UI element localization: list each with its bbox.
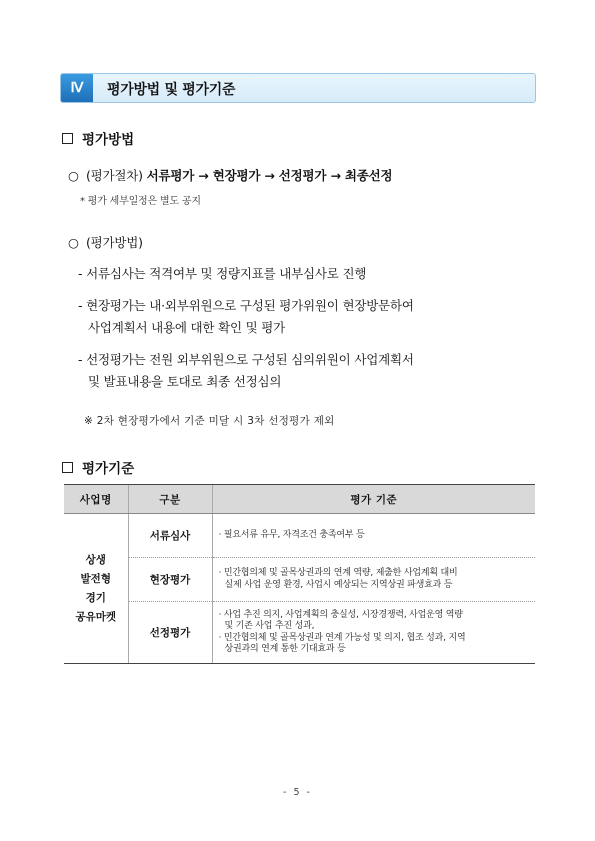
method-label-line	[68, 233, 143, 251]
method-item: - 선정평가는 전원 외부위원으로 구성된 심의위원이 사업계획서	[78, 352, 414, 367]
procedure-line	[68, 166, 392, 184]
table-row	[64, 602, 535, 664]
table-row	[64, 514, 535, 558]
criteria-cell	[212, 602, 535, 664]
method-label: (평가방법)	[86, 235, 143, 250]
procedure-steps: 서류평가 → 현장평가 → 선정평가 → 최종선정	[146, 168, 393, 183]
criteria-line: 및 기존 사업 추진 성과,	[224, 621, 315, 631]
circle-bullet-icon: ○	[68, 235, 79, 250]
criteria-line: · 민간협의체 및 골목상권과 연계 가능성 및 의지, 협조 성과, 지역	[218, 632, 466, 643]
section-title: 평가방법 및 평가기준	[107, 82, 236, 98]
criteria-cell	[212, 514, 535, 558]
schedule-note: * 평가 세부일정은 별도 공지	[80, 196, 201, 207]
exclusion-note: ※ 2차 현장평가에서 기준 미달 시 3차 선정평가 제외	[84, 415, 335, 427]
project-name-line: 발전형	[80, 572, 111, 585]
method-item: - 서류심사는 적격여부 및 정량지표를 내부심사로 진행	[78, 266, 367, 281]
criteria-line: 실제 사업 운영 환경, 사업시 예상되는 지역상권 파생효과 등	[224, 579, 453, 590]
table-row	[64, 558, 535, 602]
square-bullet-icon	[62, 133, 73, 144]
method-heading-text: 평가방법	[82, 132, 135, 148]
header-category: 구분	[128, 485, 212, 514]
project-name-cell	[64, 514, 128, 664]
method-heading	[62, 128, 134, 148]
table-header-row	[64, 485, 535, 514]
criteria-cell	[212, 558, 535, 602]
section-header	[60, 73, 536, 103]
criteria-heading	[62, 457, 134, 477]
criteria-line: · 사업 추진 의지, 사업계획의 충실성, 시장경쟁력, 사업운영 역량	[218, 609, 463, 620]
category-cell: 현장평가	[128, 558, 212, 602]
project-name-line: 상생	[85, 553, 106, 566]
method-item: 사업계획서 내용에 대한 확인 및 평가	[88, 320, 285, 335]
section-number: Ⅳ	[61, 74, 93, 102]
criteria-line: · 필요서류 유무, 자격조건 충족여부 등	[218, 529, 365, 540]
category-cell: 서류심사	[128, 514, 212, 558]
method-item: - 현장평가는 내·외부위원으로 구성된 평가위원이 현장방문하여	[78, 298, 414, 313]
category-cell: 선정평가	[128, 602, 212, 664]
project-name-line: 공유마켓	[75, 610, 117, 623]
criteria-heading-text: 평가기준	[82, 461, 135, 477]
project-name-line: 경기	[85, 591, 106, 604]
square-bullet-icon	[62, 462, 73, 473]
header-criteria: 평가 기준	[212, 485, 535, 514]
circle-bullet-icon: ○	[68, 168, 79, 183]
procedure-label: (평가절차)	[86, 168, 143, 183]
method-item: 및 발표내용을 토대로 최종 선정심의	[88, 374, 282, 389]
criteria-table	[64, 484, 535, 664]
header-project: 사업명	[64, 485, 128, 514]
criteria-line: · 민간협의체 및 골목상권과의 연계 역량, 제출한 사업계획 대비	[218, 568, 458, 578]
page-number: - 5 -	[283, 787, 312, 798]
criteria-line: 상권과의 연계 통한 기대효과 등	[224, 644, 346, 654]
